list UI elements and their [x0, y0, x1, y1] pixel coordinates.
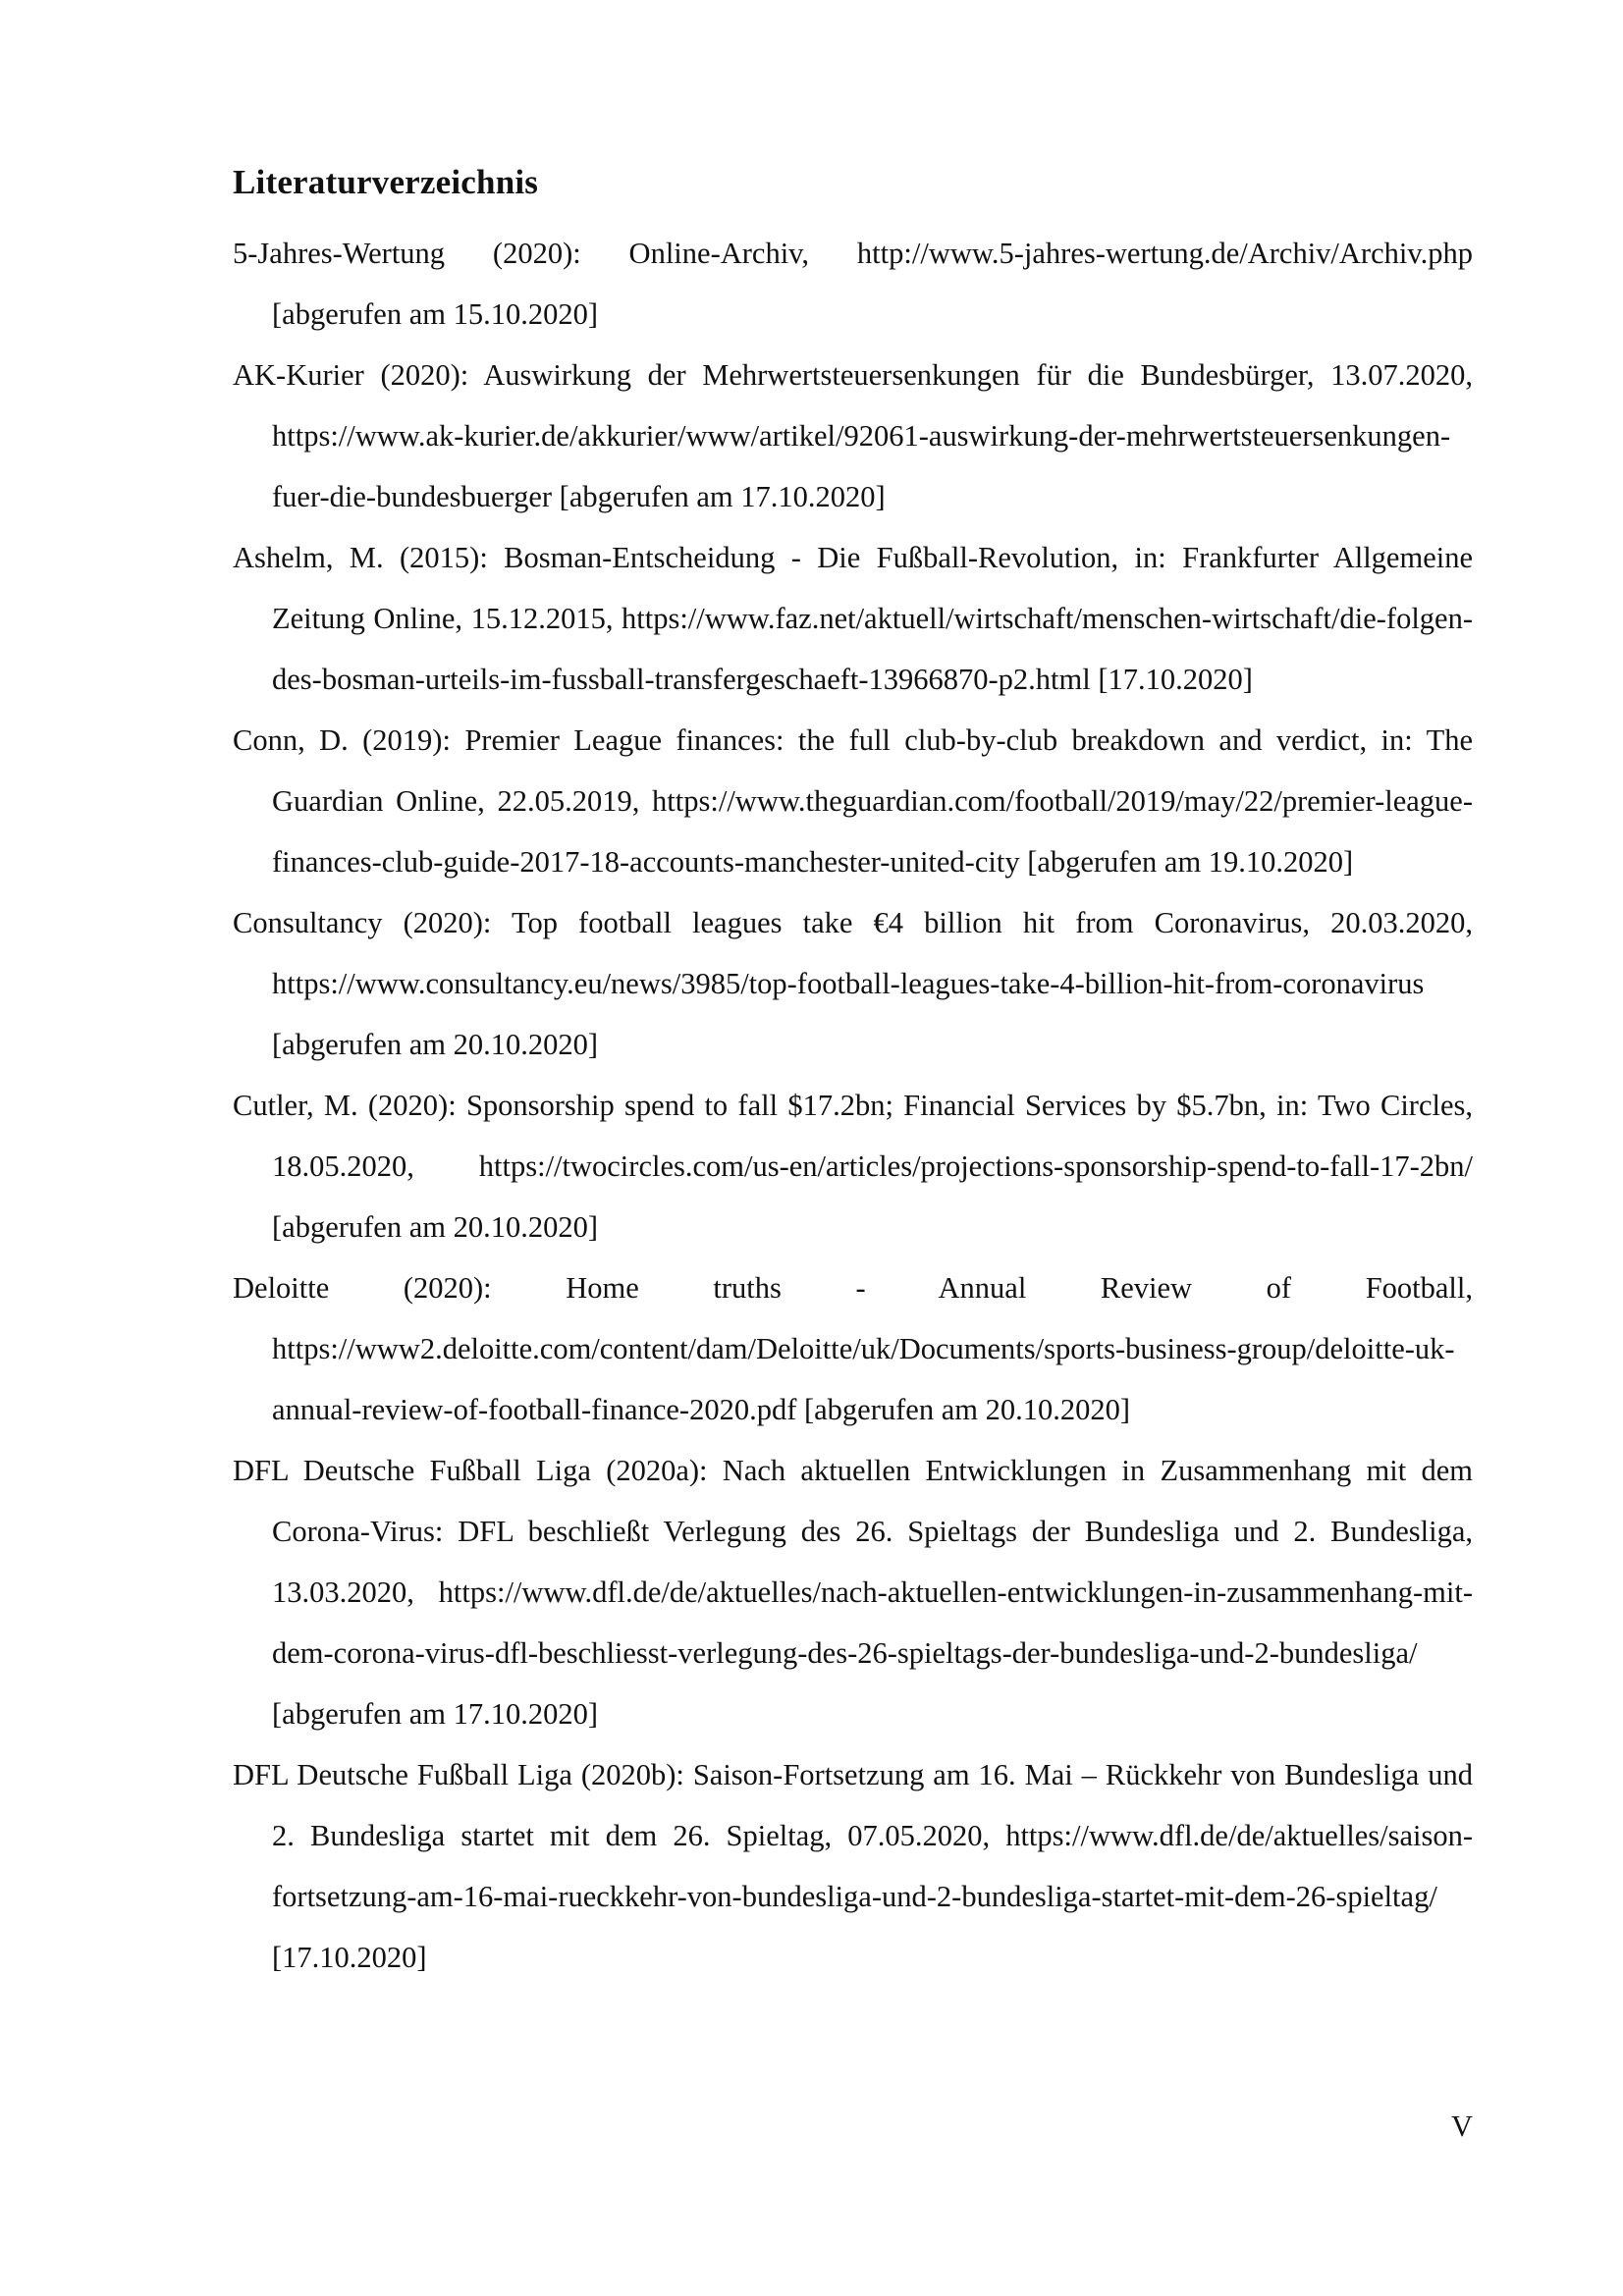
- reference-entry: DFL Deutsche Fußball Liga (2020b): Saison-Fortsetzung am 16. Mai – Rückkehr von Bundesliga und 2. Bundesliga startet mit dem 26. Spieltag, 07.05.2020, https://www.dfl.de/de/aktuelles/saison-fortsetzung-am-16-mai-rueckkehr-von-bundesliga-und-2-bundesliga-startet-mit-dem-26-spieltag/ [17.10.2020]: [233, 1758, 1473, 1974]
- page-number: V: [1450, 2109, 1473, 2143]
- reference-entry: Consultancy (2020): Top football leagues take €4 billion hit from Coronavirus, 20.03.2020, https://www.consultancy.eu/news/3985/top-football-leagues-take-4-billion-hit-from-coronavirus [abgerufen am 20.10.2020]: [233, 906, 1473, 1061]
- reference-entry: Deloitte (2020): Home truths - Annual Review of Football, https://www2.deloitte.com/content/dam/Deloitte/uk/Documents/sports-business-group/deloitte-uk-annual-review-of-football-finance-2020.pdf [abgerufen am 20.10.2020]: [233, 1271, 1473, 1426]
- page-title: Literaturverzeichnis: [233, 163, 539, 201]
- reference-entry: AK-Kurier (2020): Auswirkung der Mehrwertsteuersenkungen für die Bundesbürger, 13.07.2020, https://www.ak-kurier.de/akkurier/www/artikel/92061-auswirkung-der-mehrwertsteuersenkungen-fuer-die-bundesbuerger [abgerufen am 17.10.2020]: [233, 358, 1473, 513]
- reference-entry: DFL Deutsche Fußball Liga (2020a): Nach aktuellen Entwicklungen in Zusammenhang mit dem Corona-Virus: DFL beschließt Verlegung des 26. Spieltags der Bundesliga und 2. Bundesliga, 13.03.2020, https://www.dfl.de/de/aktuelles/nach-aktuellen-entwicklungen-in-zusammenhang-mit-dem-corona-virus-dfl-beschliesst-verlegung-des-26-spieltags-der-bundesliga-und-2-bundesliga/ [abgerufen am 17.10.2020]: [233, 1454, 1473, 1731]
- reference-entry: Conn, D. (2019): Premier League finances: the full club-by-club breakdown and verdict, in: The Guardian Online, 22.05.2019, https://www.theguardian.com/football/2019/may/22/premier-league-finances-club-guide-2017-18-accounts-manchester-united-city [abgerufen am 19.10.2020]: [233, 723, 1473, 879]
- reference-entry: Ashelm, M. (2015): Bosman-Entscheidung - Die Fußball-Revolution, in: Frankfurter Allgemeine Zeitung Online, 15.12.2015, https://www.faz.net/aktuell/wirtschaft/menschen-wirtschaft/die-folgen-des-bosman-urteils-im-fussball-transfergeschaeft-13966870-p2.html [17.10.2020]: [233, 541, 1473, 696]
- reference-entry: 5-Jahres-Wertung (2020): Online-Archiv, http://www.5-jahres-wertung.de/Archiv/Archiv.php [abgerufen am 15.10.2020]: [233, 237, 1473, 331]
- reference-entry: Cutler, M. (2020): Sponsorship spend to fall $17.2bn; Financial Services by $5.7bn, in: Two Circles, 18.05.2020, https://twocircles.com/us-en/articles/projections-sponsorship-spend-to-fall-17-2bn/ [abgerufen am 20.10.2020]: [233, 1089, 1473, 1244]
- reference-list: [233, 223, 1473, 1988]
